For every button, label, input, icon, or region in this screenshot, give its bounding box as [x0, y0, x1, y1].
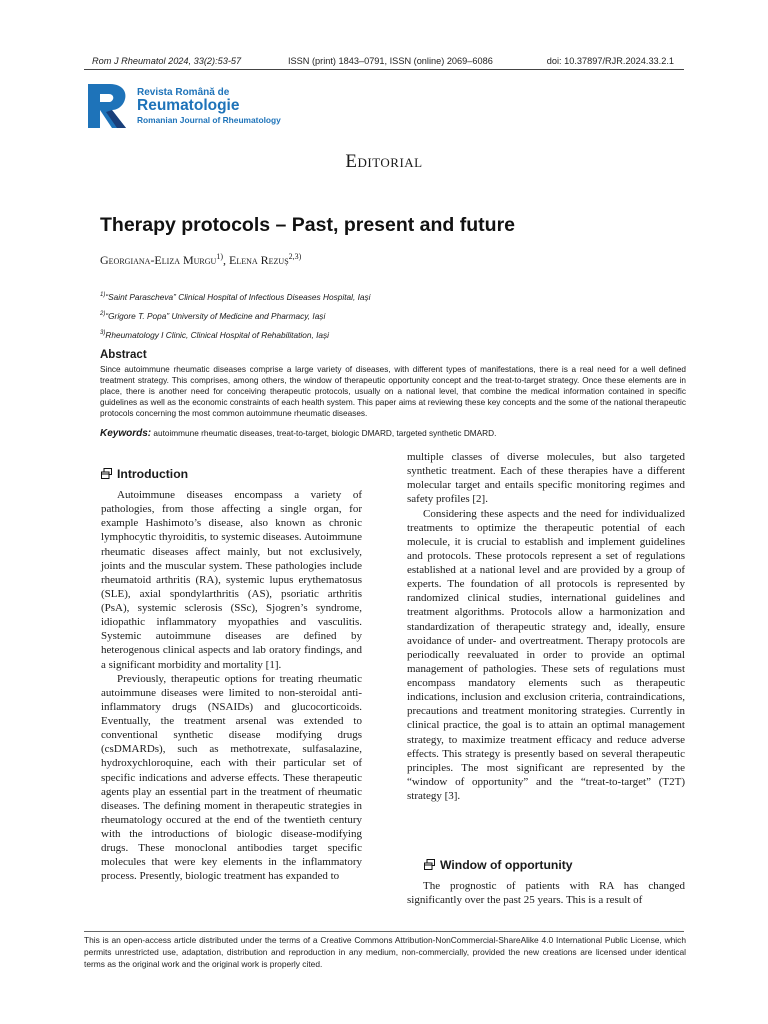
affiliation	[100, 287, 371, 306]
document-icon	[101, 468, 117, 482]
author-list	[100, 252, 301, 268]
author-separator: ,	[223, 253, 229, 267]
affiliation-text: “Grigore T. Popa” University of Medicine and Pharmacy, Iași	[105, 310, 326, 321]
logo-line-3: Romanian Journal of Rheumatology	[137, 115, 281, 125]
window-of-opportunity-heading	[424, 858, 573, 873]
paragraph: Considering these aspects and the need for individualized treatments to optimize the therapeutic potential of each molecule, it is crucial to establish and implement guidelines and protocols. These protocols represent a set of regulations established at a national level and are provided by a group of experts. The foundation of all protocols is represented by randomized clinical studies, international guidelines and treatment algorithms. Protocols allow a harmonization and standardization of therapeutic strategy and, ideally, ensure avoidance of under- and overtreatment. Therapy protocols are periodically reevaluated in order to provide an optimal management of pathologies. These sets of regulations must encompass mandatory elements such as therapeutic indications, inclusion and exclusion criteria, contraindications, precautions and treatment monitoring strategies. Currently in clinical practice, the goal is to attain an optimal management strategy, to maximize treatment efficacy and reduce adverse effects. This strategy is presently based on several therapeutic principles. The most significant are represented by the “window of opportunity” and the “treat-to-target” (T2T) strategy [3].	[407, 507, 685, 802]
keywords-label: Keywords:	[100, 428, 152, 439]
article-title: Therapy protocols – Past, present and future	[100, 214, 516, 236]
affiliation-mark: 2)	[100, 310, 106, 317]
author-affiliation-mark: 2,3)	[288, 252, 302, 261]
issn: ISSN (print) 1843–0791, ISSN (online) 2069–6086	[288, 56, 493, 66]
keywords-text: autoimmune rheumatic diseases, treat-to-target, biologic DMARD, targeted synthetic DMARD.	[153, 429, 497, 438]
header-rule	[84, 69, 684, 70]
paragraph: multiple classes of diverse molecules, but also targeted synthetic treatment. Each of these therapies have a different molecular target and entails specific monitoring regimes and safety profiles [2].	[407, 451, 685, 506]
journal-logo-icon	[86, 80, 132, 130]
introduction-heading-text: Introduction	[117, 467, 189, 481]
introduction-heading	[101, 467, 188, 482]
paragraph: Previously, therapeutic options for treating rheumatic autoimmune diseases were limited to non-steroidal anti-inflammatory drugs (NSAIDs) and glucocorticoids. Eventually, the treatment arsenal was extended to conventional synthetic disease modifying drugs (csDMARDs), such as methotrexate, sulfasalazine, hydroxychloroquine, each with their particular set of specific indications and adverse effects. These therapeutic agents play an essential part in the treatment of rheumatic diseases. The defining moment in therapeutic strategies in rheumatology occured at the end of the twentieth century with the introductions of biologic disease-modifying drugs. These monoclonal antibodies target specific molecules that were key elements in the inflammatory process. Presently, biologic treatment has expanded to	[101, 672, 362, 883]
doi: doi: 10.37897/RJR.2024.33.2.1	[546, 56, 674, 66]
license-footer: This is an open-access article distributed under the terms of a Creative Commons Attribution-NonCommercial-ShareAlike 4.0 International Public License, which permits unrestricted use, adaptation, distribution and reproduction in any medium, non-commercially, provided the new creations are licensed under identical terms as the original work and the original work is properly cited.	[84, 935, 686, 969]
logo-line-1: Revista Română de	[137, 87, 230, 98]
paragraph: The prognostic of patients with RA has changed significantly over the past 25 years. This is a result of	[407, 880, 685, 907]
affiliations	[100, 287, 371, 343]
author-name: Georgiana-Eliza Murgu	[100, 253, 217, 267]
section-label: Editorial	[345, 151, 423, 172]
abstract-text: Since autoimmune rheumatic diseases comprise a large variety of diseases, with different types of manifestations, there is a real need for a well defined treatment strategy. This comprises, among others, the window of therapeutic opportunity concept and the treat-to-target strategy. Once these elements are in place, there is another need for conceiving therapeutic protocols, usually on a national level, that combine the medical information contained in specific guidelines as well as the economic constraints of each health system. This paper aims at reviewing these key concepts and the some of the national therapeutic protocols concerning the most common autoimmune rheumatic diseases.	[100, 365, 686, 419]
document-icon	[424, 859, 440, 873]
affiliation-text: “Saint Parascheva” Clinical Hospital of Infectious Diseases Hospital, Iași	[105, 291, 371, 302]
affiliation-text: Rheumatology I Clinic, Clinical Hospital of Rehabilitation, Iași	[105, 329, 330, 340]
window-of-opportunity-heading-text: Window of opportunity	[440, 858, 573, 872]
author-affiliation-mark: 1)	[216, 252, 223, 261]
paragraph: Autoimmune diseases encompass a variety of pathologies, from those affecting a single organ, for example Hashimoto’s disease, also known as chronic lymphocytic thyroiditis, to systemic diseases. Autoimmune rheumatic diseases affect mainly, but not exclusively, joints and the muscular system. These pathologies include rheumatoid arthritis (RA), systemic lupus erythematosus (SLE), axial spondylarthritis (AS), psoriatic arthritis (PsA), systemic sclerosis (SSc), Sjogren’s syndrome, idiopathic inflammatory myopathies and vasculitis. Systemic autoimmune diseases are defined by heterogenous clinical aspects and lab oratory findings, and a significant morbidity and mortality [1].	[101, 489, 362, 671]
left-column	[101, 488, 362, 884]
affiliation	[100, 306, 371, 325]
footer-rule	[84, 931, 684, 932]
journal-logo-text	[137, 87, 281, 126]
journal-logo	[86, 80, 286, 130]
right-column-continued	[407, 879, 685, 907]
logo-line-2: Reumatologie	[137, 97, 240, 114]
running-header	[92, 56, 674, 70]
affiliation	[100, 325, 371, 344]
keywords	[100, 428, 686, 439]
abstract-heading: Abstract	[100, 349, 147, 361]
journal-citation: Rom J Rheumatol 2024, 33(2):53-57	[92, 56, 242, 66]
right-column	[407, 450, 685, 803]
affiliation-mark: 1)	[100, 292, 106, 298]
affiliation-mark: 3)	[100, 329, 106, 336]
author-name: Elena Rezuș	[229, 253, 289, 267]
